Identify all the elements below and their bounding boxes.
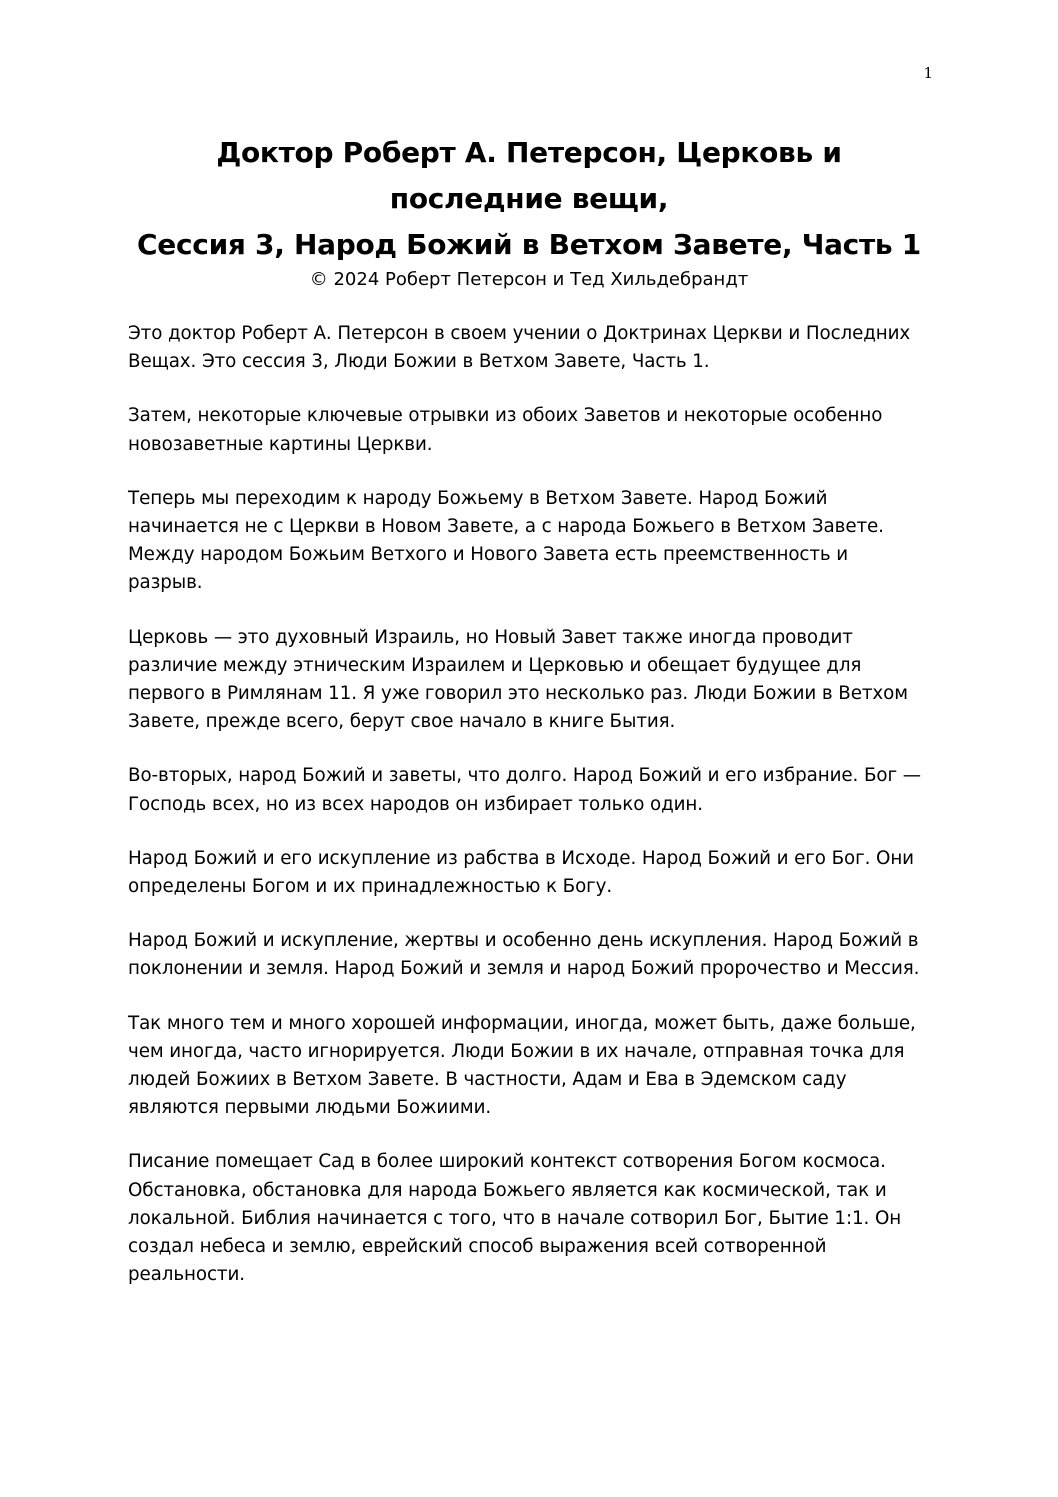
document-header: [0, 130, 1058, 292]
paragraph: Это доктор Роберт А. Петерсон в своем учении о Доктринах Церкви и Последних Вещах. Это сессия 3, Люди Божии в Ветхом Завете, Часть 1.: [128, 323, 911, 373]
paragraph: Народ Божий и его искупление из рабства в Исходе. Народ Божий и его Бог. Они определены Богом и их принадлежностью к Богу.: [128, 847, 914, 898]
title-line-3: Сессия 3, Народ Божий в Ветхом Завете, Часть 1: [137, 228, 921, 261]
paragraph: Затем, некоторые ключевые отрывки из обоих Заветов и некоторые особенно новозаветные картины Церкви.: [128, 405, 883, 455]
page-number: 1: [923, 64, 933, 82]
title-line-1: Доктор Роберт А. Петерсон, Церковь и: [216, 136, 842, 169]
paragraph: Теперь мы переходим к народу Божьему в Ветхом Завете. Народ Божий начинается не с Церкви в Новом Завете, а с народа Божьего в Ветхом Завете. Между народом Божьим Ветхого и Нового Завета есть преемственность и разрыв.: [128, 487, 884, 594]
paragraph: Народ Божий и искупление, жертвы и особенно день искупления. Народ Божий в поклонении и земля. Народ Божий и земля и народ Божий пророчество и Мессия.: [128, 930, 920, 980]
title-line-2: последние вещи,: [389, 182, 669, 215]
paragraph: Так много тем и много хорошей информации, иногда, может быть, даже больше, чем иногда, часто игнорируется. Люди Божии в их начале, отправная точка для людей Божиих в Ветхом Завете. В частности, Адам и Ева в Эдемском саду являются первыми людьми Божиими.: [128, 1012, 916, 1119]
paragraph: Церковь — это духовный Израиль, но Новый Завет также иногда проводит различие между этническим Израилем и Церковью и обещает будущее для первого в Римлянам 11. Я уже говорил это несколько раз. Люди Божии в Ветхом Завете, прежде всего, берут свое начало в книге Бытия.: [128, 626, 908, 733]
paragraph: Писание помещает Сад в более широкий контекст сотворения Богом космоса. Обстановка, обстановка для народа Божьего является как космической, так и локальной. Библия начинается с того, что в начале сотворил Бог, Бытие 1:1. Он создал небеса и землю, еврейский способ выражения всей сотворенной реальности.: [128, 1151, 902, 1286]
paragraph: Во-вторых, народ Божий и заветы, что долго. Народ Божий и его избрание. Бог — Господь всех, но из всех народов он избирает только один.: [128, 765, 921, 815]
copyright-line: © 2024 Роберт Петерсон и Тед Хильдебрандт: [309, 269, 749, 290]
document-body: [128, 320, 928, 1315]
